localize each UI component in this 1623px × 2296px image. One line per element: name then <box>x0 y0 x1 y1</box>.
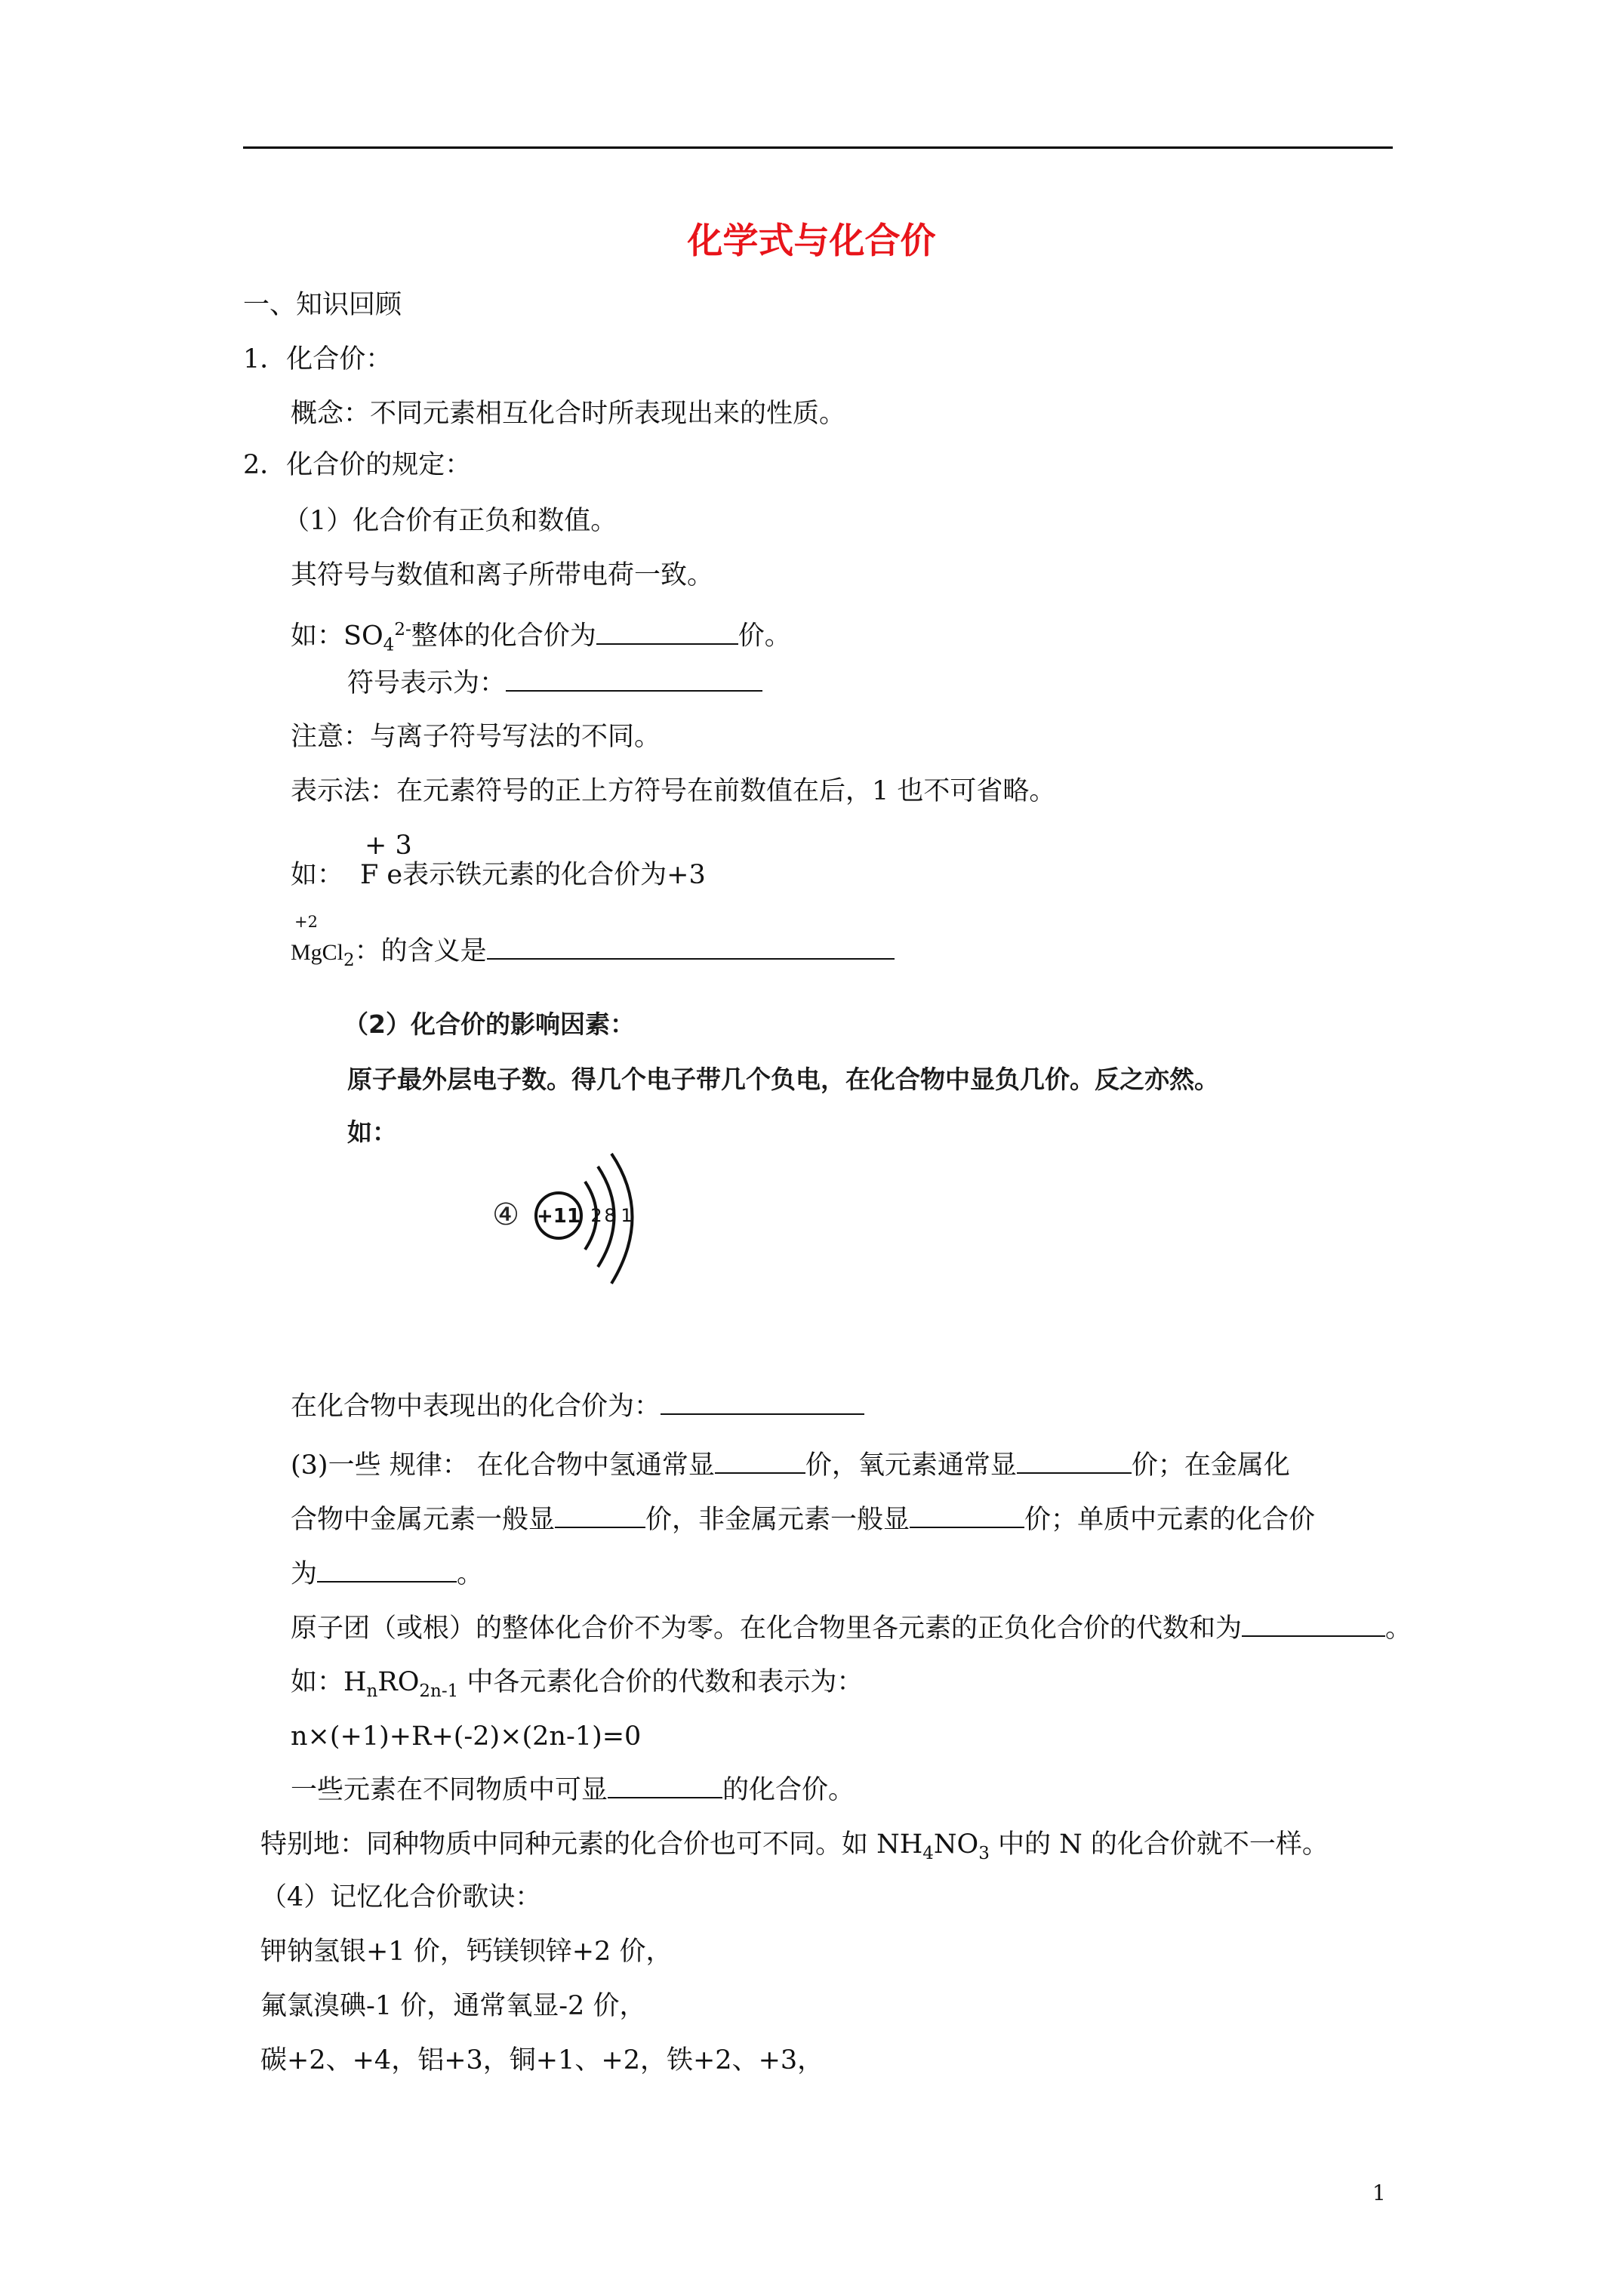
answer-blank[interactable] <box>715 1450 805 1474</box>
header-rule <box>243 146 1393 149</box>
factors-heading: （2）化合价的影响因素： <box>343 1009 635 1039</box>
mnemonic-line-3: 碳+2、+4，铝+3，铜+1、+2，铁+2、+3， <box>260 2045 824 2076</box>
answer-blank[interactable] <box>487 935 895 960</box>
mgcl2-valence-mark: +2 <box>294 913 318 931</box>
shell-count-1: 2 <box>590 1205 602 1226</box>
section-heading: 一、知识回顾 <box>243 290 402 320</box>
so4-example: 如：$SO_4^{2-}$整体的化合价为 价。 <box>291 620 791 655</box>
page-title: 化学式与化合价 <box>687 220 936 262</box>
concept-text: 概念：不同元素相互化合时所表现出来的性质。 <box>291 399 846 429</box>
fe-example: 如： F e表示铁元素的化合价为+3 <box>291 860 706 890</box>
answer-blank[interactable] <box>596 621 738 645</box>
answer-blank[interactable] <box>910 1504 1024 1528</box>
sum-formula: n×(+1)+R+(-2)×(2n-1)=0 <box>291 1721 642 1752</box>
special-case-line: 特别地：同种物质中同种元素的化合价也可不同。如 $NH_4NO_3$ 中的 N 的化合价就不一样。 <box>260 1829 1329 1863</box>
symbol-line: 符号表示为： <box>347 666 762 701</box>
mnemonic-line-2: 氟氯溴碘-1 价，通常氧显-2 价， <box>260 1991 646 2021</box>
variable-valence-line: 一些元素在不同物质中可显 的化合价。 <box>291 1775 855 1805</box>
circled-number: ④ <box>492 1197 519 1232</box>
mnemonic-line-1: 钾钠氢银+1 价，钙镁钡锌+2 价， <box>260 1937 673 1967</box>
mgcl2-line: MgCl$_2$：的含义是 <box>291 934 895 978</box>
factors-example-label: 如： <box>347 1117 397 1147</box>
rules-line-1: (3)一些 规律： 在化合物中氢通常显 价，氧元素通常显 价；在金属化 <box>291 1450 1290 1481</box>
answer-blank[interactable] <box>1017 1450 1132 1474</box>
answer-blank[interactable] <box>555 1504 645 1528</box>
answer-blank[interactable] <box>317 1558 457 1583</box>
rule-1-text: （1）化合价有正负和数值。 <box>283 506 617 536</box>
shell-count-2: 8 <box>604 1205 616 1226</box>
fe-valence-mark: + 3 <box>365 831 412 861</box>
rules-line-2: 合物中金属元素一般显 价，非金属元素一般显 价；单质中元素的化合价 <box>291 1505 1316 1535</box>
radical-line: 原子团（或根）的整体化合价不为零。在化合物里各元素的正负化合价的代数和为 。 <box>291 1613 1412 1644</box>
factors-text: 原子最外层电子数。得几个电子带几个负电，在化合物中显负几价。反之亦然。 <box>347 1065 1219 1094</box>
note-text: 注意：与离子符号写法的不同。 <box>291 722 661 752</box>
item-2-heading: 2．化合价的规定： <box>243 450 472 480</box>
item-1-heading: 1．化合价： <box>243 344 393 374</box>
answer-blank[interactable] <box>661 1391 864 1415</box>
hnro-example: 如：$H_nRO_{2n-1}$ 中各元素化合价的代数和表示为： <box>291 1667 864 1701</box>
shown-valence-line: 在化合物中表现出的化合价为： <box>291 1389 864 1424</box>
method-text: 表示法：在元素符号的正上方符号在前数值在后，1 也不可省略。 <box>291 776 1056 806</box>
nucleus-charge: +11 <box>537 1205 581 1228</box>
answer-blank[interactable] <box>1242 1613 1385 1637</box>
rules-line-3: 为 。 <box>291 1559 484 1589</box>
shell-count-3: 1 <box>621 1205 633 1226</box>
rule-1-detail: 其符号与数值和离子所带电荷一致。 <box>291 560 714 590</box>
page-number: 1 <box>1372 2180 1386 2205</box>
mnemonic-heading: （4）记忆化合价歌诀： <box>260 1882 542 1912</box>
sodium-atom-diagram <box>483 1148 657 1299</box>
answer-blank[interactable] <box>608 1774 722 1798</box>
answer-blank[interactable] <box>506 667 762 692</box>
